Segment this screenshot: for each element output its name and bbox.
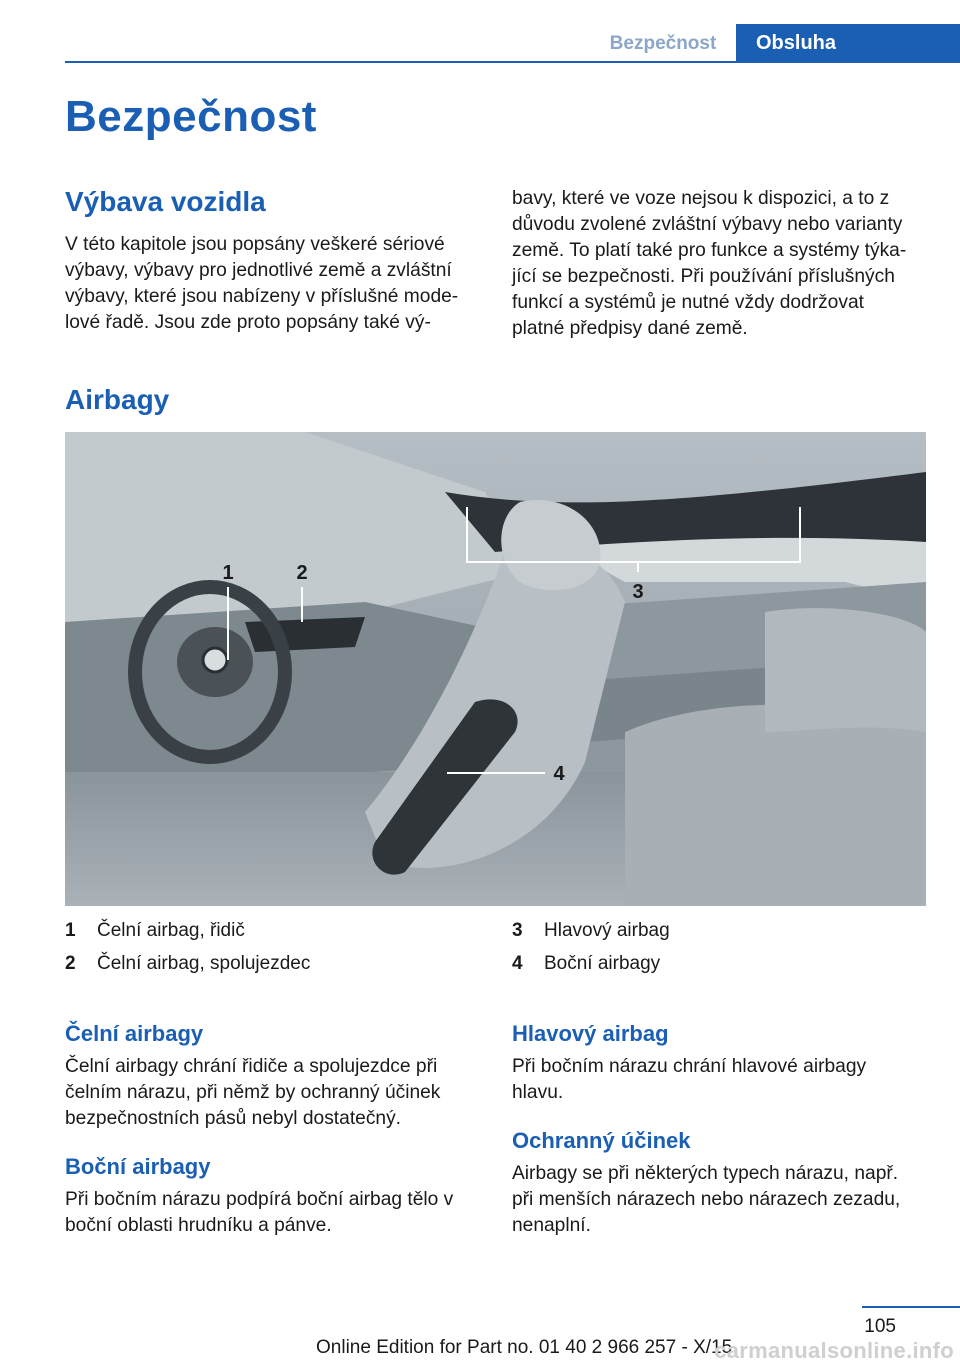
front-airbags-paragraph: Čelní airbagy chrání řidiče a spolujezdce při čelním nárazu, při němž by ochranný účinek bezpečnostních pásů nebyl dostatečný. [65, 1056, 441, 1129]
heading-side-airbags: Boční airbagy [65, 1154, 211, 1179]
watermark: carmanualsonline.info [714, 1338, 954, 1362]
figure-label-4: 4 [553, 763, 565, 785]
legend-item-2: 2 Čelní airbag, spolujezdec [65, 953, 311, 974]
figure-label-1: 1 [222, 562, 234, 584]
footer-rule [862, 1306, 960, 1308]
page-title: Bezpečnost [65, 92, 317, 141]
airbag-illustration [65, 432, 926, 906]
header-tab-safety[interactable]: Bezpečnost [609, 32, 717, 54]
equipment-paragraph-col1: V této kapitole jsou popsány veškeré sériové výbavy, výbavy pro jednotlivé země a zvláštní výbavy, které jsou nabízeny v příslušné mode‐ lové řadě. Jsou zde proto popsány také vý‐ [65, 234, 459, 333]
heading-vehicle-equipment: Výbava vozidla [65, 186, 266, 217]
heading-airbags: Airbagy [65, 384, 170, 415]
legend-item-4: 4 Boční airbagy [512, 953, 661, 974]
heading-head-airbag: Hlavový airbag [512, 1021, 669, 1046]
head-airbag-paragraph: Při bočním nárazu chrání hlavové airbagy hlavu. [512, 1056, 867, 1103]
header-rule [65, 61, 960, 63]
protective-effect-paragraph: Airbagy se při některých typech nárazu, např. při menších nárazech nebo nárazech zezadu, nenaplní. [512, 1163, 901, 1236]
side-airbags-paragraph: Při bočním nárazu podpírá boční airbag tělo v boční oblasti hrudníku a pánve. [65, 1189, 454, 1236]
header-tab-operation[interactable]: Obsluha [736, 24, 960, 63]
figure-label-2: 2 [296, 562, 308, 584]
legend-item-1: 1 Čelní airbag, řidič [65, 920, 245, 941]
page-number: 105 [864, 1316, 896, 1337]
legend-item-3: 3 Hlavový airbag [512, 920, 670, 941]
equipment-paragraph-col2: bavy, které ve voze nejsou k dispozici, a to z důvodu zvolené zvláštní výbavy nebo varianty země. To platí také pro funkce a systémy týka‐ jící se bezpečnosti. Při používání příslušných funkcí a systémů je nutné vždy dodržovat platné předpisy dané země. [512, 188, 907, 339]
heading-protective-effect: Ochranný účinek [512, 1128, 691, 1153]
heading-front-airbags: Čelní airbagy [65, 1021, 204, 1046]
edition-note: Online Edition for Part no. 01 40 2 966 257 - X/15 [316, 1337, 733, 1358]
figure-label-3: 3 [632, 581, 644, 603]
